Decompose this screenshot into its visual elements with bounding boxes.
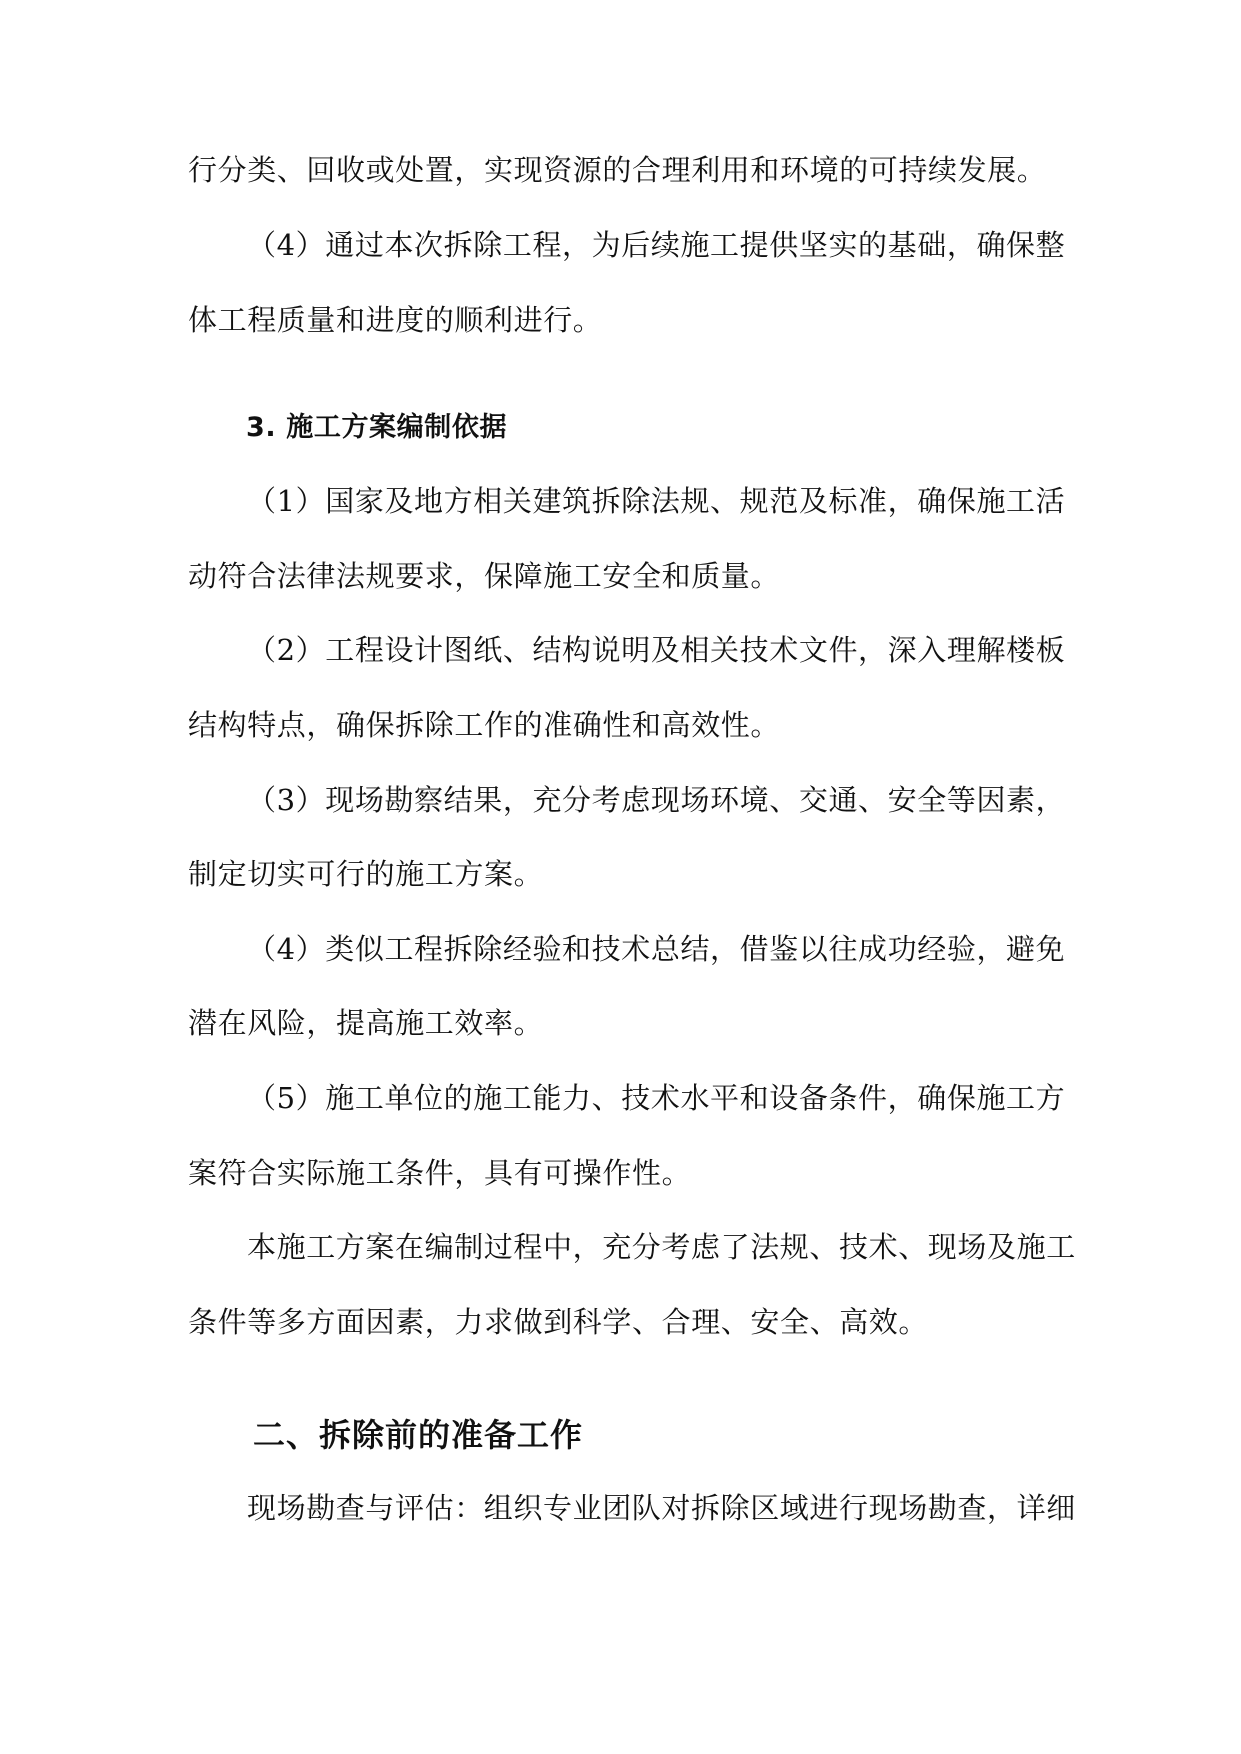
paragraph-line: （3）现场勘察结果，充分考虑现场环境、交通、安全等因素， [247,783,1066,817]
paragraph-line: （4）类似工程拆除经验和技术总结，借鉴以往成功经验，避免 [247,932,1066,966]
paragraph-line: 制定切实可行的施工方案。 [188,857,544,891]
paragraph-line: （1）国家及地方相关建筑拆除法规、规范及标准，确保施工活 [247,484,1066,518]
paragraph-line: 案符合实际施工条件，具有可操作性。 [188,1156,692,1190]
paragraph-line: （5）施工单位的施工能力、技术水平和设备条件，确保施工方 [247,1081,1066,1115]
paragraph-line: 潜在风险，提高施工效率。 [188,1006,544,1040]
paragraph-line: 体工程质量和进度的顺利进行。 [188,303,603,337]
paragraph-line: 本施工方案在编制过程中，充分考虑了法规、技术、现场及施工 [247,1230,1076,1264]
paragraph-line: 条件等多方面因素，力求做到科学、合理、安全、高效。 [188,1305,929,1339]
paragraph-line: （4）通过本次拆除工程，为后续施工提供坚实的基础，确保整 [247,228,1066,262]
paragraph-line: 动符合法律法规要求，保障施工安全和质量。 [188,559,781,593]
paragraph-line: （2）工程设计图纸、结构说明及相关技术文件，深入理解楼板 [247,633,1066,667]
chapter-heading: 二、拆除前的准备工作 [253,1416,584,1454]
paragraph-line: 结构特点，确保拆除工作的准确性和高效性。 [188,708,781,742]
paragraph-line: 现场勘查与评估：组织专业团队对拆除区域进行现场勘查，详细 [247,1491,1076,1525]
section-heading: 3. 施工方案编制依据 [246,412,508,443]
paragraph-line: 行分类、回收或处置，实现资源的合理利用和环境的可持续发展。 [188,153,1047,187]
